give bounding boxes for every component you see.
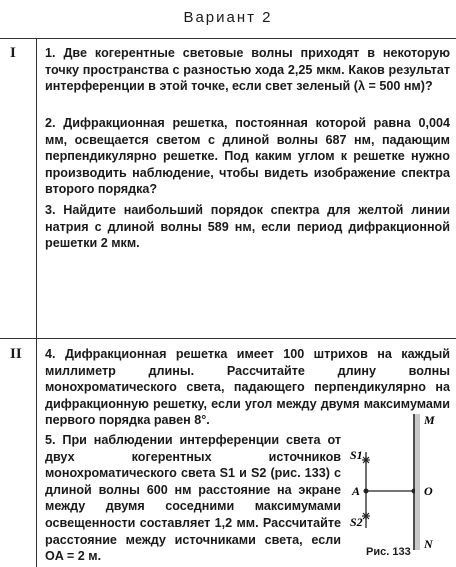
- task-5: [45, 432, 341, 565]
- task-3: [45, 202, 450, 252]
- screen-hatching: [415, 414, 420, 550]
- section-label-1: I: [10, 45, 16, 61]
- task-number: 1.: [45, 46, 56, 60]
- label-m: M: [424, 413, 435, 427]
- task-text: Дифракционная решетка, постоянная которой равна 0,004 мм, освещается светом с длиной волны 687 нм, падающим перпендикулярно решетке. Под каким углом к решетке нужно производить наблюдение, чтобы видеть изображение спектра второго порядка?: [45, 116, 451, 197]
- task-number: 3.: [45, 203, 56, 217]
- task-text: Дифракционная решетка имеет 100 штрихов на каждый миллиметр длины. Рассчитайте длину волны монохроматического света, падающего перпендикулярно на дифракционную решетку, если угол между двумя максимумами первого порядка равен 8°.: [45, 347, 451, 428]
- label-n: N: [424, 537, 433, 551]
- task-number: 5.: [45, 433, 56, 447]
- label-a: A: [352, 484, 361, 498]
- table-top-border: [0, 38, 456, 39]
- task-number: 2.: [45, 116, 56, 130]
- task-1: [45, 45, 450, 95]
- label-s2: S2: [350, 515, 363, 529]
- task-number: 4.: [45, 347, 56, 361]
- column-divider: [36, 38, 37, 567]
- figure-caption: Рис. 133: [366, 546, 411, 558]
- section-label-2: II: [10, 346, 22, 362]
- task-text: Найдите наибольший порядок спектра для желтой линии натрия с длиной волны 589 нм, если период дифракционной решетки 2 мкм.: [45, 203, 450, 251]
- task-2: [45, 115, 450, 198]
- page-title: Вариант 2: [183, 9, 273, 26]
- figure-133: [346, 402, 456, 567]
- task-text: При наблюдении интерференции света от двух когерентных источников монохроматического света S1 и S2 (рис. 133) с длиной волны 600 нм расстояние на экране между двумя соседними максимумами освещенности составляет 1,2 мм. Рассчитайте расстояние между источниками света, если OA = 2 м.: [45, 433, 341, 564]
- task-text: Две когерентные световые волны приходят в некоторую точку пространства с разностью хода 2,25 мкм. Каков результат интерференции в этой точке, если свет зеленый (λ = 500 нм)?: [45, 46, 451, 94]
- label-o: O: [424, 484, 433, 498]
- section-divider: [0, 338, 456, 339]
- label-s1: S1: [350, 448, 363, 462]
